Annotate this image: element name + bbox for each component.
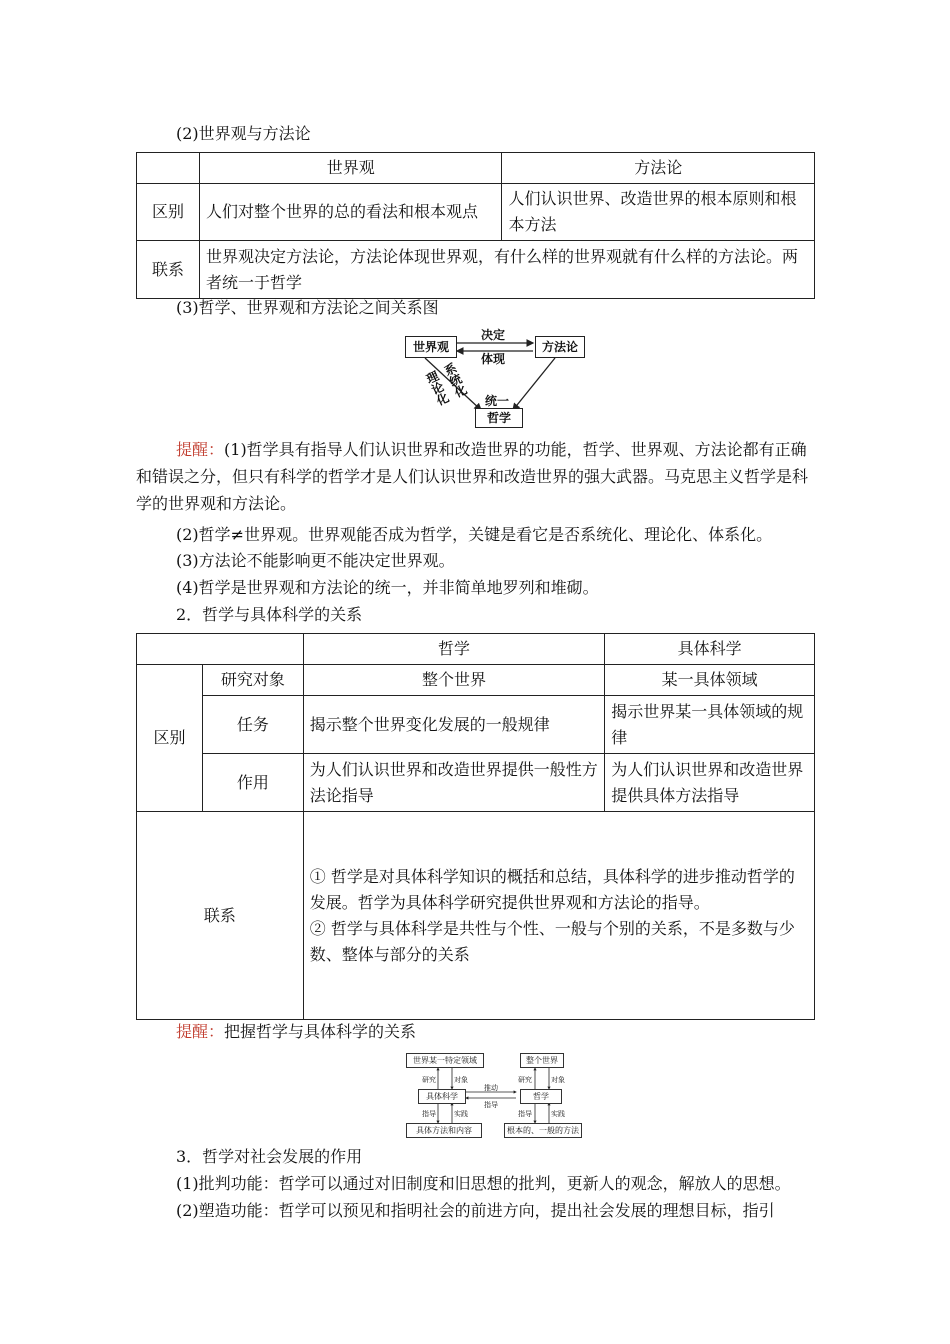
box-specific-science: 具体科学 [418, 1089, 466, 1104]
box-fundamental-methods: 根本的、一般的方法 [504, 1123, 582, 1138]
label-guide-left: 指导 [422, 1110, 436, 1118]
cell-methodology-definition: 人们认识世界、改造世界的根本原则和根本方法 [502, 184, 815, 241]
label-promote: 推动 [484, 1084, 498, 1092]
box-specific-methods: 具体方法和内容 [406, 1123, 482, 1138]
worldview-methodology-table [136, 152, 815, 299]
table-corner-cell [137, 153, 200, 184]
cell-philosophy-object: 整个世界 [303, 665, 605, 696]
label-practice-right: 实践 [551, 1110, 565, 1118]
label-object-left: 对象 [454, 1076, 468, 1084]
philosophy-science-table [136, 633, 815, 1020]
label-object-right: 对象 [551, 1076, 565, 1084]
unify-line [513, 358, 555, 410]
row-label-function: 作用 [202, 754, 303, 812]
row-label-research-object: 研究对象 [202, 665, 303, 696]
cell-science-object: 某一具体领域 [605, 665, 815, 696]
box-whole-world: 整个世界 [520, 1053, 564, 1068]
tip-paragraph-3: (3)方法论不能影响更不能决定世界观。 [176, 551, 455, 570]
table2-link-cell [303, 812, 814, 1020]
link-point-1: ① 哲学是对具体科学知识的概括和总结，具体科学的进步推动哲学的发展。哲学为具体科学研究提供世界观和方法论的指导。 [309, 866, 795, 912]
tip-text-1: (1)哲学具有指导人们认识世界和改造世界的功能，哲学、世界观、方法论都有正确和错误之分，但只有科学的哲学才是人们认识世界和改造世界的强大武器。马克思主义哲学是科学的世界观和方法论。 [136, 440, 809, 513]
section-heading-relationship-diagram: (3)哲学、世界观和方法论之间关系图 [176, 298, 439, 317]
function-critique: (1)批判功能：哲学可以通过对旧制度和旧思想的批判，更新人的观念，解放人的思想。 [176, 1174, 791, 1193]
cell-science-task: 揭示世界某一具体领域的规律 [605, 696, 815, 754]
cell-philosophy-function: 为人们认识世界和改造世界提供一般性方法论指导 [303, 754, 605, 812]
row-label-connection: 联系 [137, 241, 200, 299]
row-label-difference: 区别 [137, 184, 200, 241]
relationship-diagram [395, 326, 595, 430]
label-practice-left: 实践 [454, 1110, 468, 1118]
row-label-task: 任务 [202, 696, 303, 754]
tip-paragraph-4: (4)哲学是世界观和方法论的统一，并非简单地罗列和堆砌。 [176, 578, 599, 597]
label-embodies: 体现 [481, 352, 506, 366]
section-heading-worldview-methodology: (2)世界观与方法论 [176, 124, 311, 143]
table2-link-label: 联系 [137, 812, 304, 1020]
tip2-text: 把握哲学与具体科学的关系 [224, 1022, 417, 1041]
philosophy-science-diagram [404, 1051, 584, 1139]
table-head-methodology: 方法论 [502, 153, 815, 184]
function-shaping: (2)塑造功能：哲学可以预见和指明社会的前进方向，提出社会发展的理想目标，指引 [176, 1201, 775, 1220]
link-point-2: ② 哲学与具体科学是共性与个性、一般与个别的关系，不是多数与少数、整体与部分的关系 [309, 918, 795, 964]
table2-corner-cell [137, 634, 304, 665]
label-unify: 统一 [485, 394, 510, 408]
philosophy-box: 哲学 [475, 408, 523, 428]
tip-paragraph-2: (2)哲学≠世界观。世界观能否成为哲学，关键是看它是否系统化、理论化、体系化。 [176, 525, 773, 544]
table-head-worldview: 世界观 [199, 153, 502, 184]
tip-label: 提醒： [176, 440, 225, 459]
cell-science-function: 为人们认识世界和改造世界提供具体方法指导 [605, 754, 815, 812]
tip2-line [176, 1021, 416, 1043]
worldview-box: 世界观 [405, 336, 457, 358]
cell-worldview-definition: 人们对整个世界的总的看法和根本观点 [199, 184, 502, 241]
box-specific-domain: 世界某一特定领域 [406, 1053, 484, 1068]
tip-paragraph-1 [136, 436, 816, 517]
label-research-left: 研究 [422, 1076, 436, 1084]
label-guide-middle: 指导 [484, 1101, 498, 1109]
cell-philosophy-task: 揭示整个世界变化发展的一般规律 [303, 696, 605, 754]
heading-social-function: 3．哲学对社会发展的作用 [176, 1147, 363, 1166]
label-theorize: 理论化 [423, 368, 451, 408]
cell-connection-text: 世界观决定方法论，方法论体现世界观，有什么样的世界观就有什么样的方法论。两者统一于哲学 [199, 241, 814, 299]
label-systematize: 系统化 [441, 360, 469, 400]
label-decides: 决定 [481, 328, 506, 342]
label-research-right: 研究 [518, 1076, 532, 1084]
heading-philosophy-vs-science: 2．哲学与具体科学的关系 [176, 605, 363, 624]
label-guide-right: 指导 [518, 1110, 532, 1118]
tip2-label: 提醒： [176, 1022, 225, 1041]
methodology-box: 方法论 [535, 336, 585, 358]
table2-diff-label: 区别 [137, 665, 203, 812]
table2-head-science: 具体科学 [605, 634, 815, 665]
box-philosophy: 哲学 [520, 1089, 562, 1104]
table2-head-philosophy: 哲学 [303, 634, 605, 665]
